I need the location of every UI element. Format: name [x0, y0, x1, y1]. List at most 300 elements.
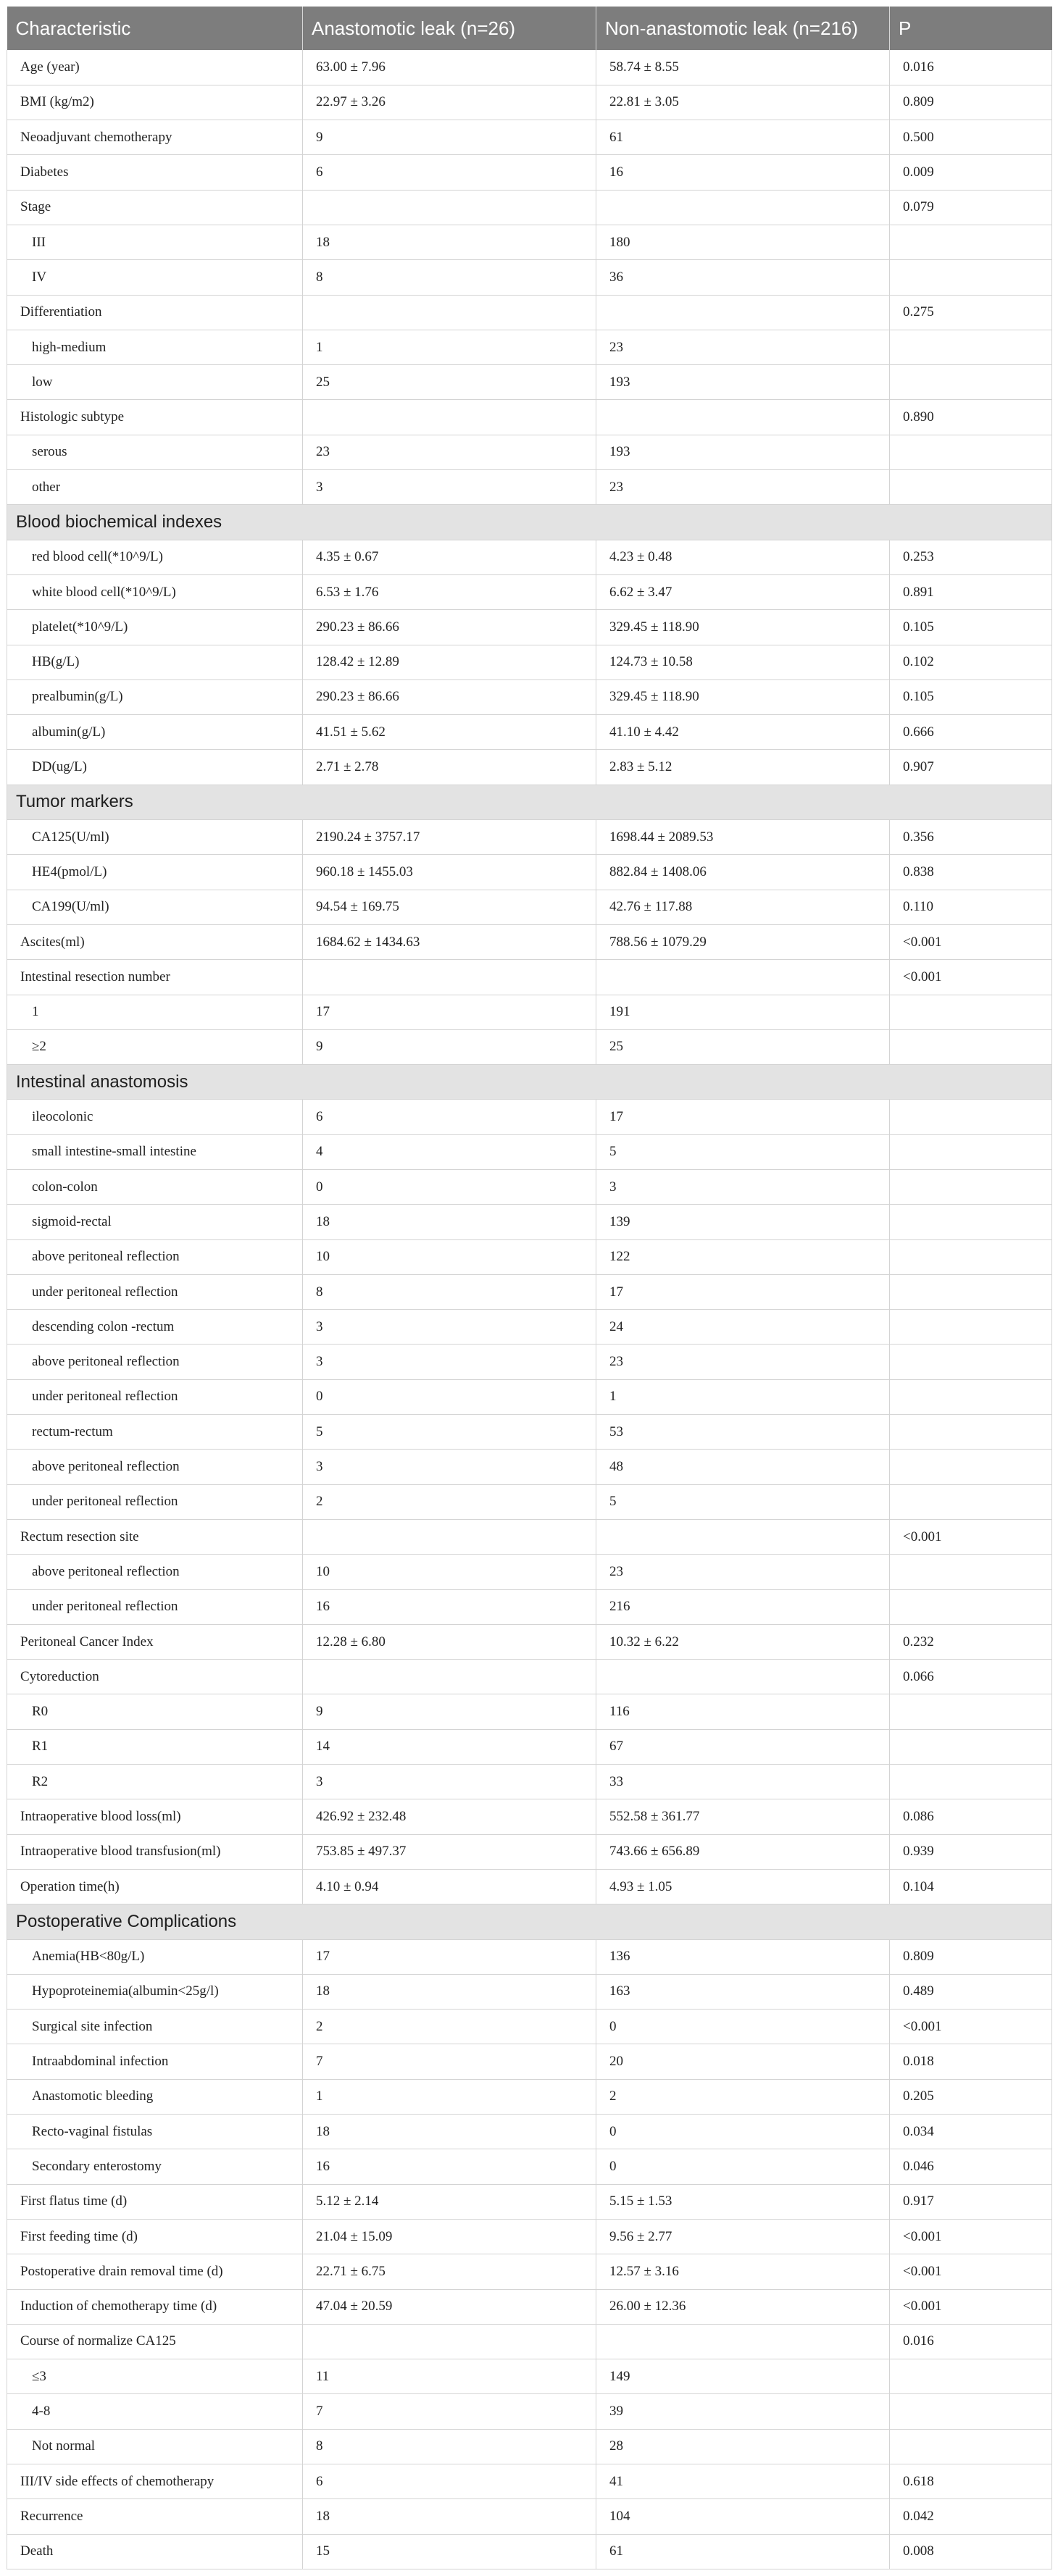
cell-anastomotic-leak: 10: [303, 1239, 596, 1274]
cell-anastomotic-leak: 25: [303, 365, 596, 400]
cell-anastomotic-leak: 21.04 ± 15.09: [303, 2219, 596, 2254]
cell-p-value: <0.001: [890, 2010, 1052, 2044]
table-row: [7, 2324, 1052, 2359]
cell-non-anastomotic-leak: 788.56 ± 1079.29: [596, 924, 890, 959]
table-row: [7, 890, 1052, 924]
cell-p-value: <0.001: [890, 2289, 1052, 2324]
table-row: [7, 1974, 1052, 2009]
cell-p-value: [890, 1729, 1052, 1764]
cell-anastomotic-leak: 1: [303, 2079, 596, 2114]
cell-p-value: 0.618: [890, 2464, 1052, 2498]
cell-non-anastomotic-leak: 5: [596, 1134, 890, 1169]
cell-non-anastomotic-leak: 882.84 ± 1408.06: [596, 855, 890, 890]
cell-anastomotic-leak: [303, 190, 596, 225]
table-row: [7, 1345, 1052, 1379]
cell-p-value: 0.500: [890, 120, 1052, 155]
cell-anastomotic-leak: 17: [303, 995, 596, 1029]
cell-p-value: [890, 1170, 1052, 1205]
cell-non-anastomotic-leak: 23: [596, 1345, 890, 1379]
table-row: [7, 295, 1052, 330]
cell-anastomotic-leak: 16: [303, 2149, 596, 2184]
cell-characteristic: III: [7, 225, 303, 259]
cell-p-value: 0.046: [890, 2149, 1052, 2184]
cell-p-value: 0.489: [890, 1974, 1052, 2009]
cell-non-anastomotic-leak: 36: [596, 260, 890, 295]
cell-characteristic: Surgical site infection: [7, 2010, 303, 2044]
cell-non-anastomotic-leak: 4.23 ± 0.48: [596, 540, 890, 574]
cell-characteristic: HB(g/L): [7, 645, 303, 679]
cell-anastomotic-leak: 23: [303, 435, 596, 469]
cell-characteristic: Secondary enterostomy: [7, 2149, 303, 2184]
cell-non-anastomotic-leak: 23: [596, 1555, 890, 1589]
table-row: [7, 1519, 1052, 1554]
cell-p-value: 0.105: [890, 610, 1052, 645]
table-row: [7, 1555, 1052, 1589]
cell-non-anastomotic-leak: [596, 2324, 890, 2359]
cell-p-value: 0.034: [890, 2115, 1052, 2149]
table-row: [7, 1624, 1052, 1659]
cell-p-value: 0.009: [890, 155, 1052, 190]
table-row: [7, 2115, 1052, 2149]
table-row: [7, 1274, 1052, 1309]
cell-p-value: [890, 330, 1052, 364]
cell-characteristic: Diabetes: [7, 155, 303, 190]
cell-anastomotic-leak: 6: [303, 155, 596, 190]
table-row: [7, 2254, 1052, 2289]
table-row: [7, 2289, 1052, 2324]
cell-non-anastomotic-leak: [596, 190, 890, 225]
cell-non-anastomotic-leak: 329.45 ± 118.90: [596, 610, 890, 645]
cell-anastomotic-leak: 1684.62 ± 1434.63: [303, 924, 596, 959]
cell-characteristic: Induction of chemotherapy time (d): [7, 2289, 303, 2324]
cell-p-value: 0.016: [890, 2324, 1052, 2359]
cell-anastomotic-leak: 290.23 ± 86.66: [303, 679, 596, 714]
table-row: [7, 855, 1052, 890]
cell-anastomotic-leak: 3: [303, 470, 596, 505]
header-row: [7, 7, 1052, 50]
section-label: Tumor markers: [7, 785, 1052, 819]
table-body: [7, 50, 1052, 2569]
cell-non-anastomotic-leak: 180: [596, 225, 890, 259]
header-anastomotic-leak: Anastomotic leak (n=26): [303, 7, 596, 50]
cell-characteristic: above peritoneal reflection: [7, 1345, 303, 1379]
cell-non-anastomotic-leak: [596, 400, 890, 435]
cell-characteristic: white blood cell(*10^9/L): [7, 574, 303, 609]
cell-non-anastomotic-leak: 116: [596, 1694, 890, 1729]
table-row: [7, 1694, 1052, 1729]
cell-p-value: 0.356: [890, 820, 1052, 855]
cell-p-value: [890, 225, 1052, 259]
cell-p-value: [890, 2429, 1052, 2464]
cell-characteristic: BMI (kg/m2): [7, 85, 303, 120]
cell-non-anastomotic-leak: 136: [596, 1939, 890, 1974]
cell-non-anastomotic-leak: [596, 1519, 890, 1554]
cell-characteristic: First flatus time (d): [7, 2184, 303, 2219]
cell-anastomotic-leak: 3: [303, 1450, 596, 1484]
cell-characteristic: albumin(g/L): [7, 715, 303, 750]
cell-p-value: 0.042: [890, 2499, 1052, 2534]
cell-characteristic: sigmoid-rectal: [7, 1205, 303, 1239]
cell-characteristic: Anemia(HB<80g/L): [7, 1939, 303, 1974]
table-row: [7, 1939, 1052, 1974]
cell-anastomotic-leak: 10: [303, 1555, 596, 1589]
cell-anastomotic-leak: 6: [303, 1100, 596, 1134]
cell-anastomotic-leak: 8: [303, 1274, 596, 1309]
cell-p-value: 0.666: [890, 715, 1052, 750]
table-row: [7, 1799, 1052, 1834]
section-label: Intestinal anastomosis: [7, 1065, 1052, 1100]
cell-non-anastomotic-leak: 48: [596, 1450, 890, 1484]
cell-non-anastomotic-leak: 2.83 ± 5.12: [596, 750, 890, 785]
cell-anastomotic-leak: 290.23 ± 86.66: [303, 610, 596, 645]
table-row: [7, 1310, 1052, 1345]
cell-characteristic: colon-colon: [7, 1170, 303, 1205]
table-row: [7, 715, 1052, 750]
table-row: [7, 435, 1052, 469]
table-row: [7, 1415, 1052, 1450]
cell-anastomotic-leak: 753.85 ± 497.37: [303, 1834, 596, 1869]
cell-characteristic: Not normal: [7, 2429, 303, 2464]
cell-p-value: 0.939: [890, 1834, 1052, 1869]
cell-non-anastomotic-leak: 124.73 ± 10.58: [596, 645, 890, 679]
cell-p-value: [890, 995, 1052, 1029]
cell-non-anastomotic-leak: 0: [596, 2149, 890, 2184]
table-row: [7, 540, 1052, 574]
table-row: [7, 1484, 1052, 1519]
cell-characteristic: above peritoneal reflection: [7, 1555, 303, 1589]
cell-characteristic: 4-8: [7, 2394, 303, 2429]
table-row: [7, 1239, 1052, 1274]
cell-characteristic: Postoperative drain removal time (d): [7, 2254, 303, 2289]
cell-anastomotic-leak: 11: [303, 2359, 596, 2394]
cell-non-anastomotic-leak: 12.57 ± 3.16: [596, 2254, 890, 2289]
cell-p-value: [890, 1694, 1052, 1729]
section-label: Postoperative Complications: [7, 1904, 1052, 1939]
cell-non-anastomotic-leak: 104: [596, 2499, 890, 2534]
cell-characteristic: Course of normalize CA125: [7, 2324, 303, 2359]
cell-p-value: 0.079: [890, 190, 1052, 225]
cell-anastomotic-leak: 128.42 ± 12.89: [303, 645, 596, 679]
cell-non-anastomotic-leak: 10.32 ± 6.22: [596, 1624, 890, 1659]
cell-characteristic: Intraoperative blood loss(ml): [7, 1799, 303, 1834]
cell-p-value: [890, 1345, 1052, 1379]
table-row: [7, 1205, 1052, 1239]
cell-non-anastomotic-leak: 3: [596, 1170, 890, 1205]
cell-characteristic: red blood cell(*10^9/L): [7, 540, 303, 574]
cell-anastomotic-leak: 1: [303, 330, 596, 364]
cell-p-value: [890, 1134, 1052, 1169]
cell-anastomotic-leak: 2: [303, 1484, 596, 1519]
table-row: [7, 2184, 1052, 2219]
cell-characteristic: high-medium: [7, 330, 303, 364]
cell-p-value: <0.001: [890, 2219, 1052, 2254]
cell-characteristic: under peritoneal reflection: [7, 1379, 303, 1414]
cell-anastomotic-leak: [303, 1660, 596, 1694]
cell-anastomotic-leak: 4.10 ± 0.94: [303, 1869, 596, 1904]
cell-non-anastomotic-leak: 149: [596, 2359, 890, 2394]
cell-p-value: [890, 260, 1052, 295]
cell-characteristic: CA125(U/ml): [7, 820, 303, 855]
cell-non-anastomotic-leak: 28: [596, 2429, 890, 2464]
cell-characteristic: 1: [7, 995, 303, 1029]
cell-p-value: 0.016: [890, 50, 1052, 85]
cell-non-anastomotic-leak: 0: [596, 2010, 890, 2044]
header-p-value: P: [899, 17, 912, 39]
cell-characteristic: Age (year): [7, 50, 303, 85]
cell-non-anastomotic-leak: 26.00 ± 12.36: [596, 2289, 890, 2324]
table-row: [7, 190, 1052, 225]
table-row: [7, 2429, 1052, 2464]
cell-non-anastomotic-leak: 41: [596, 2464, 890, 2498]
cell-characteristic: R1: [7, 1729, 303, 1764]
cell-anastomotic-leak: 18: [303, 225, 596, 259]
cell-non-anastomotic-leak: 23: [596, 330, 890, 364]
cell-characteristic: Peritoneal Cancer Index: [7, 1624, 303, 1659]
cell-non-anastomotic-leak: 39: [596, 2394, 890, 2429]
cell-characteristic: Intestinal resection number: [7, 960, 303, 995]
cell-p-value: [890, 1555, 1052, 1589]
cell-p-value: [890, 1589, 1052, 1624]
cell-anastomotic-leak: 4.35 ± 0.67: [303, 540, 596, 574]
cell-non-anastomotic-leak: 1: [596, 1379, 890, 1414]
table-row: [7, 2534, 1052, 2569]
cell-anastomotic-leak: 6.53 ± 1.76: [303, 574, 596, 609]
table-row: [7, 2149, 1052, 2184]
cell-p-value: [890, 1029, 1052, 1064]
section-row: [7, 785, 1052, 819]
section-row: [7, 1904, 1052, 1939]
cell-characteristic: ≤3: [7, 2359, 303, 2394]
cell-p-value: [890, 470, 1052, 505]
cell-anastomotic-leak: 14: [303, 1729, 596, 1764]
cell-anastomotic-leak: 0: [303, 1379, 596, 1414]
table-row: [7, 2394, 1052, 2429]
cell-p-value: 0.232: [890, 1624, 1052, 1659]
cell-p-value: [890, 1415, 1052, 1450]
cell-anastomotic-leak: 6: [303, 2464, 596, 2498]
cell-anastomotic-leak: 16: [303, 1589, 596, 1624]
cell-non-anastomotic-leak: 139: [596, 1205, 890, 1239]
table-row: [7, 1029, 1052, 1064]
cell-p-value: 0.809: [890, 1939, 1052, 1974]
cell-p-value: [890, 1450, 1052, 1484]
cell-non-anastomotic-leak: [596, 960, 890, 995]
cell-non-anastomotic-leak: [596, 1660, 890, 1694]
cell-anastomotic-leak: 960.18 ± 1455.03: [303, 855, 596, 890]
cell-p-value: 0.838: [890, 855, 1052, 890]
table-row: [7, 645, 1052, 679]
cell-anastomotic-leak: 17: [303, 1939, 596, 1974]
cell-characteristic: Anastomotic bleeding: [7, 2079, 303, 2114]
cell-characteristic: Differentiation: [7, 295, 303, 330]
cell-anastomotic-leak: 3: [303, 1765, 596, 1799]
cell-non-anastomotic-leak: 5: [596, 1484, 890, 1519]
cell-p-value: <0.001: [890, 924, 1052, 959]
cell-p-value: 0.066: [890, 1660, 1052, 1694]
cell-non-anastomotic-leak: 1698.44 ± 2089.53: [596, 820, 890, 855]
cell-p-value: [890, 1310, 1052, 1345]
cell-anastomotic-leak: [303, 960, 596, 995]
table-header: [7, 7, 1052, 50]
cell-non-anastomotic-leak: 17: [596, 1274, 890, 1309]
cell-characteristic: IV: [7, 260, 303, 295]
table-row: [7, 225, 1052, 259]
cell-p-value: [890, 1274, 1052, 1309]
cell-characteristic: Death: [7, 2534, 303, 2569]
table-row: [7, 2079, 1052, 2114]
cell-characteristic: ≥2: [7, 1029, 303, 1064]
cell-anastomotic-leak: 9: [303, 1029, 596, 1064]
cell-characteristic: Hypoproteinemia(albumin<25g/l): [7, 1974, 303, 2009]
table-row: [7, 1765, 1052, 1799]
cell-anastomotic-leak: 5.12 ± 2.14: [303, 2184, 596, 2219]
cell-non-anastomotic-leak: 0: [596, 2115, 890, 2149]
header-non-anastomotic-leak: Non-anastomotic leak (n=216): [596, 7, 890, 50]
cell-characteristic: above peritoneal reflection: [7, 1450, 303, 1484]
table-row: [7, 1834, 1052, 1869]
cell-non-anastomotic-leak: 20: [596, 2044, 890, 2079]
table-row: [7, 400, 1052, 435]
cell-characteristic: under peritoneal reflection: [7, 1484, 303, 1519]
table-row: [7, 2499, 1052, 2534]
cell-p-value: [890, 2359, 1052, 2394]
table-row: [7, 2359, 1052, 2394]
cell-characteristic: platelet(*10^9/L): [7, 610, 303, 645]
cell-characteristic: HE4(pmol/L): [7, 855, 303, 890]
table-row: [7, 330, 1052, 364]
cell-characteristic: DD(ug/L): [7, 750, 303, 785]
table-row: [7, 960, 1052, 995]
cell-characteristic: other: [7, 470, 303, 505]
cell-anastomotic-leak: 41.51 ± 5.62: [303, 715, 596, 750]
table-row: [7, 1729, 1052, 1764]
cell-anastomotic-leak: 2190.24 ± 3757.17: [303, 820, 596, 855]
cell-anastomotic-leak: 22.71 ± 6.75: [303, 2254, 596, 2289]
table-row: [7, 1134, 1052, 1169]
cell-characteristic: Cytoreduction: [7, 1660, 303, 1694]
cell-p-value: [890, 1100, 1052, 1134]
cell-non-anastomotic-leak: 329.45 ± 118.90: [596, 679, 890, 714]
cell-p-value: [890, 435, 1052, 469]
cell-anastomotic-leak: 18: [303, 1974, 596, 2009]
header-characteristic: Characteristic: [7, 7, 303, 50]
cell-characteristic: rectum-rectum: [7, 1415, 303, 1450]
table-row: [7, 1660, 1052, 1694]
table-row: [7, 1589, 1052, 1624]
cell-p-value: [890, 1484, 1052, 1519]
cell-characteristic: R2: [7, 1765, 303, 1799]
cell-characteristic: Stage: [7, 190, 303, 225]
cell-non-anastomotic-leak: 163: [596, 1974, 890, 2009]
table-row: [7, 610, 1052, 645]
cell-anastomotic-leak: 7: [303, 2044, 596, 2079]
cell-characteristic: prealbumin(g/L): [7, 679, 303, 714]
cell-non-anastomotic-leak: 193: [596, 365, 890, 400]
cell-characteristic: Intraoperative blood transfusion(ml): [7, 1834, 303, 1869]
cell-characteristic: Intraabdominal infection: [7, 2044, 303, 2079]
cell-p-value: 0.907: [890, 750, 1052, 785]
table-row: [7, 470, 1052, 505]
cell-p-value: 0.891: [890, 574, 1052, 609]
cell-anastomotic-leak: 2.71 ± 2.78: [303, 750, 596, 785]
cell-non-anastomotic-leak: 22.81 ± 3.05: [596, 85, 890, 120]
cell-anastomotic-leak: [303, 295, 596, 330]
cell-non-anastomotic-leak: 122: [596, 1239, 890, 1274]
cell-non-anastomotic-leak: 16: [596, 155, 890, 190]
cell-p-value: 0.105: [890, 679, 1052, 714]
section-row: [7, 1065, 1052, 1100]
cell-characteristic: R0: [7, 1694, 303, 1729]
cell-anastomotic-leak: 9: [303, 120, 596, 155]
cell-characteristic: low: [7, 365, 303, 400]
cell-characteristic: Histologic subtype: [7, 400, 303, 435]
cell-anastomotic-leak: 5: [303, 1415, 596, 1450]
cell-non-anastomotic-leak: 191: [596, 995, 890, 1029]
cell-p-value: 0.253: [890, 540, 1052, 574]
cell-characteristic: above peritoneal reflection: [7, 1239, 303, 1274]
table-row: [7, 155, 1052, 190]
cell-anastomotic-leak: 0: [303, 1170, 596, 1205]
cell-non-anastomotic-leak: 193: [596, 435, 890, 469]
cell-non-anastomotic-leak: 23: [596, 470, 890, 505]
cell-non-anastomotic-leak: 53: [596, 1415, 890, 1450]
cell-p-value: 0.102: [890, 645, 1052, 679]
section-row: [7, 505, 1052, 540]
cell-non-anastomotic-leak: 552.58 ± 361.77: [596, 1799, 890, 1834]
cell-anastomotic-leak: 15: [303, 2534, 596, 2569]
table-row: [7, 2219, 1052, 2254]
table-row: [7, 1869, 1052, 1904]
cell-p-value: 0.086: [890, 1799, 1052, 1834]
cell-non-anastomotic-leak: 9.56 ± 2.77: [596, 2219, 890, 2254]
cell-characteristic: Rectum resection site: [7, 1519, 303, 1554]
cell-characteristic: Recto-vaginal fistulas: [7, 2115, 303, 2149]
cell-non-anastomotic-leak: 67: [596, 1729, 890, 1764]
table-row: [7, 820, 1052, 855]
table-row: [7, 50, 1052, 85]
cell-p-value: 0.008: [890, 2534, 1052, 2569]
table-row: [7, 1100, 1052, 1134]
cell-non-anastomotic-leak: 58.74 ± 8.55: [596, 50, 890, 85]
cell-characteristic: CA199(U/ml): [7, 890, 303, 924]
cell-p-value: [890, 2394, 1052, 2429]
cell-non-anastomotic-leak: 24: [596, 1310, 890, 1345]
cell-p-value: <0.001: [890, 960, 1052, 995]
cell-anastomotic-leak: 9: [303, 1694, 596, 1729]
cell-non-anastomotic-leak: 5.15 ± 1.53: [596, 2184, 890, 2219]
cell-characteristic: Operation time(h): [7, 1869, 303, 1904]
table-row: [7, 2010, 1052, 2044]
cell-p-value: [890, 1379, 1052, 1414]
cell-anastomotic-leak: 4: [303, 1134, 596, 1169]
table-row: [7, 365, 1052, 400]
cell-characteristic: First feeding time (d): [7, 2219, 303, 2254]
cell-characteristic: under peritoneal reflection: [7, 1589, 303, 1624]
cell-anastomotic-leak: 426.92 ± 232.48: [303, 1799, 596, 1834]
characteristics-table: [7, 7, 1052, 2569]
table-row: [7, 750, 1052, 785]
cell-anastomotic-leak: 94.54 ± 169.75: [303, 890, 596, 924]
table-row: [7, 85, 1052, 120]
cell-p-value: 0.809: [890, 85, 1052, 120]
cell-anastomotic-leak: 18: [303, 2115, 596, 2149]
cell-p-value: 0.110: [890, 890, 1052, 924]
cell-non-anastomotic-leak: 2: [596, 2079, 890, 2114]
cell-anastomotic-leak: 63.00 ± 7.96: [303, 50, 596, 85]
cell-non-anastomotic-leak: 41.10 ± 4.42: [596, 715, 890, 750]
cell-p-value: 0.104: [890, 1869, 1052, 1904]
cell-p-value: 0.890: [890, 400, 1052, 435]
